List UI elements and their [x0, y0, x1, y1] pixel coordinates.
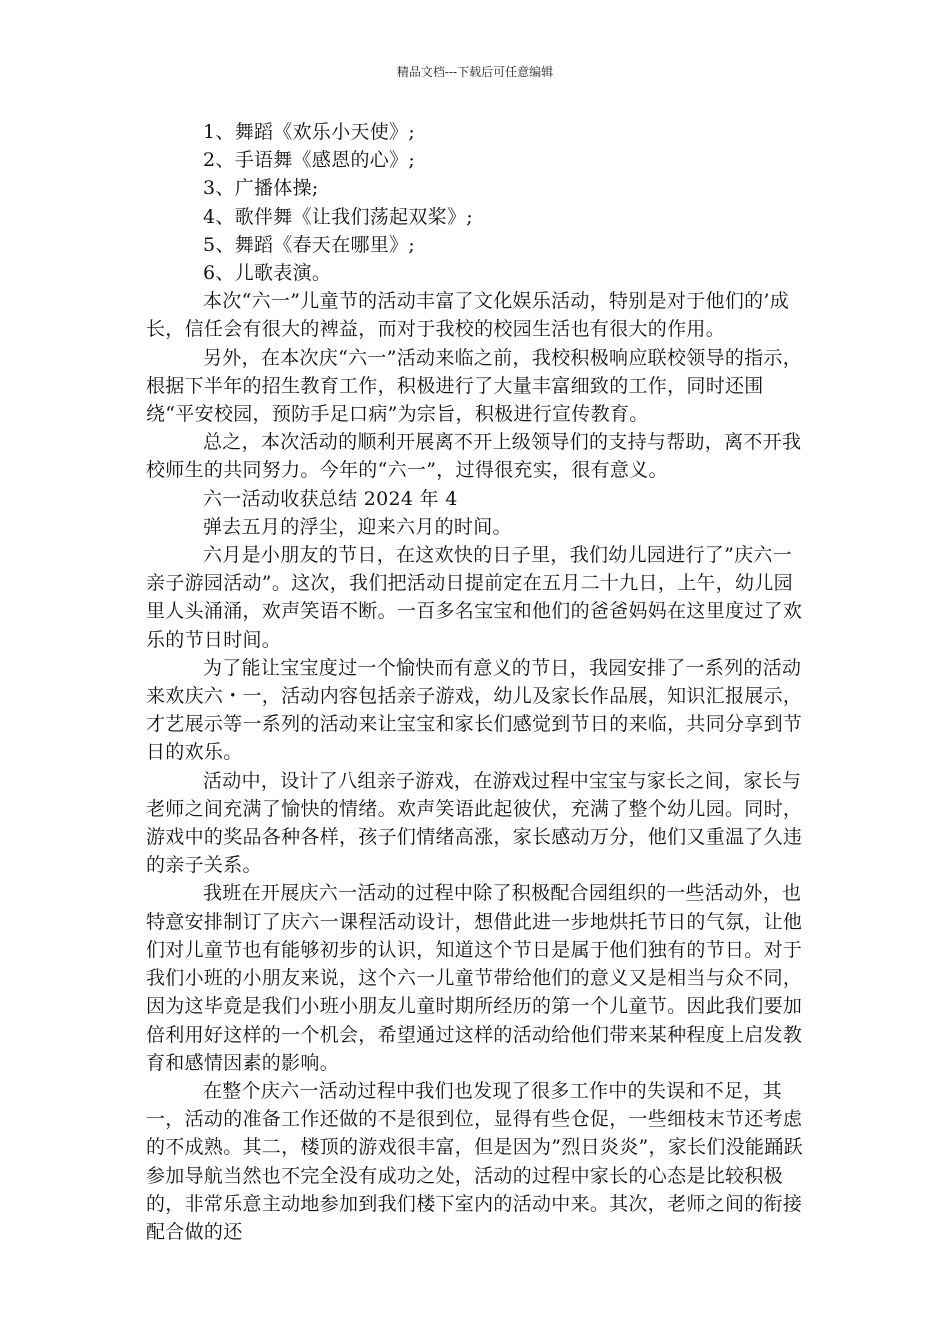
program-item: 5、舞蹈《春天在哪里》;	[203, 233, 416, 256]
paragraph: 为了能让宝宝度过一个愉快而有意义的节日，我园安排了一系列的活动来欢庆六・一，活动内容包括亲子游戏，幼儿及家长作品展，知识汇报展示，才艺展示等一系列的活动来让宝宝和家长们感觉到节日的来临，共同分享到节日的欢乐。	[146, 656, 803, 764]
program-item: 1、舞蹈《欢乐小天使》;	[203, 121, 416, 143]
paragraph: 本次“六一”儿童节的活动丰富了文化娱乐活动，特别是对于他们的’成长，信任会有很大的裨益，而对于我校的校园生活也有很大的作用。	[146, 290, 790, 341]
paragraph: 弹去五月的浮尘，迎来六月的时间。	[203, 515, 512, 538]
paragraph: 总之，本次活动的顺利开展离不开上级领导们的支持与帮助，离不开我校师生的共同努力。今年的“六一”，过得很充实，很有意义。	[146, 431, 802, 482]
paragraph: 六月是小朋友的节日，在这欢快的日子里，我们幼儿园进行了”庆六一亲子游园活动”。这次，我们把活动日提前定在五月二十九日，上午，幼儿园里人头涌涌，欢声笑语不断。一百多名宝宝和他们的爸爸妈妈在这里度过了欢乐的节日时间。	[146, 544, 803, 651]
paragraph: 另外，在本次庆“六一”活动来临之前，我校积极响应联校领导的指示，根据下半年的招生教育工作，积极进行了大量丰富细致的工作，同时还围绕“平安校园，预防手足口病”为宗旨，积极进行宣传教育。	[146, 346, 803, 426]
program-item: 2、手语舞《感恩的心》;	[203, 149, 416, 172]
paragraph: 在整个庆六一活动过程中我们也发现了很多工作中的失误和不足，其一，活动的准备工作还做的不是很到位，显得有些仓促，一些细枝末节还考虑的不成熟。其二，楼顶的游戏很丰富，但是因为”烈日炎炎”，家长们没能踊跃参加导航当然也不完全没有成功之处，活动的过程中家长的心态是比较积极的，非常乐意主动地参加到我们楼下室内的活动中来。其次，老师之间的衔接配合做的还	[146, 1079, 803, 1243]
paragraph: 活动中，设计了八组亲子游戏，在游戏过程中宝宝与家长之间，家长与老师之间充满了愉快的情绪。欢声笑语此起彼伏，充满了整个幼儿园。同时，游戏中的奖品各种各样，孩子们情绪高涨，家长感动万分，他们又重温了久违的亲子关系。	[146, 769, 803, 877]
paragraph: 我班在开展庆六一活动的过程中除了积极配合园组织的一些活动外，也特意安排制订了庆六一课程活动设计，想借此进一步地烘托节日的气氛，让他们对儿童节也有能够初步的认识，知道这个节日是属于他们独有的节日。对于我们小班的小朋友来说，这个六一儿童节带给他们的意义又是相当与众不同，因为这毕竟是我们小班小朋友儿童时期所经历的第一个儿童节。因此我们要加倍利用好这样的一个机会，希望通过这样的活动给他们带来某种程度上启发教育和感情因素的影响。	[146, 882, 803, 1074]
document-body	[146, 118, 806, 1246]
program-item: 3、广播体操;	[203, 177, 319, 200]
section-title: 六一活动收获总结 2024 年 4	[203, 487, 458, 510]
page-header: 精品文档---下载后可任意编辑	[396, 65, 554, 79]
program-item: 4、歌伴舞《让我们荡起双桨》;	[203, 205, 473, 228]
program-item: 6、儿歌表演。	[203, 262, 332, 285]
